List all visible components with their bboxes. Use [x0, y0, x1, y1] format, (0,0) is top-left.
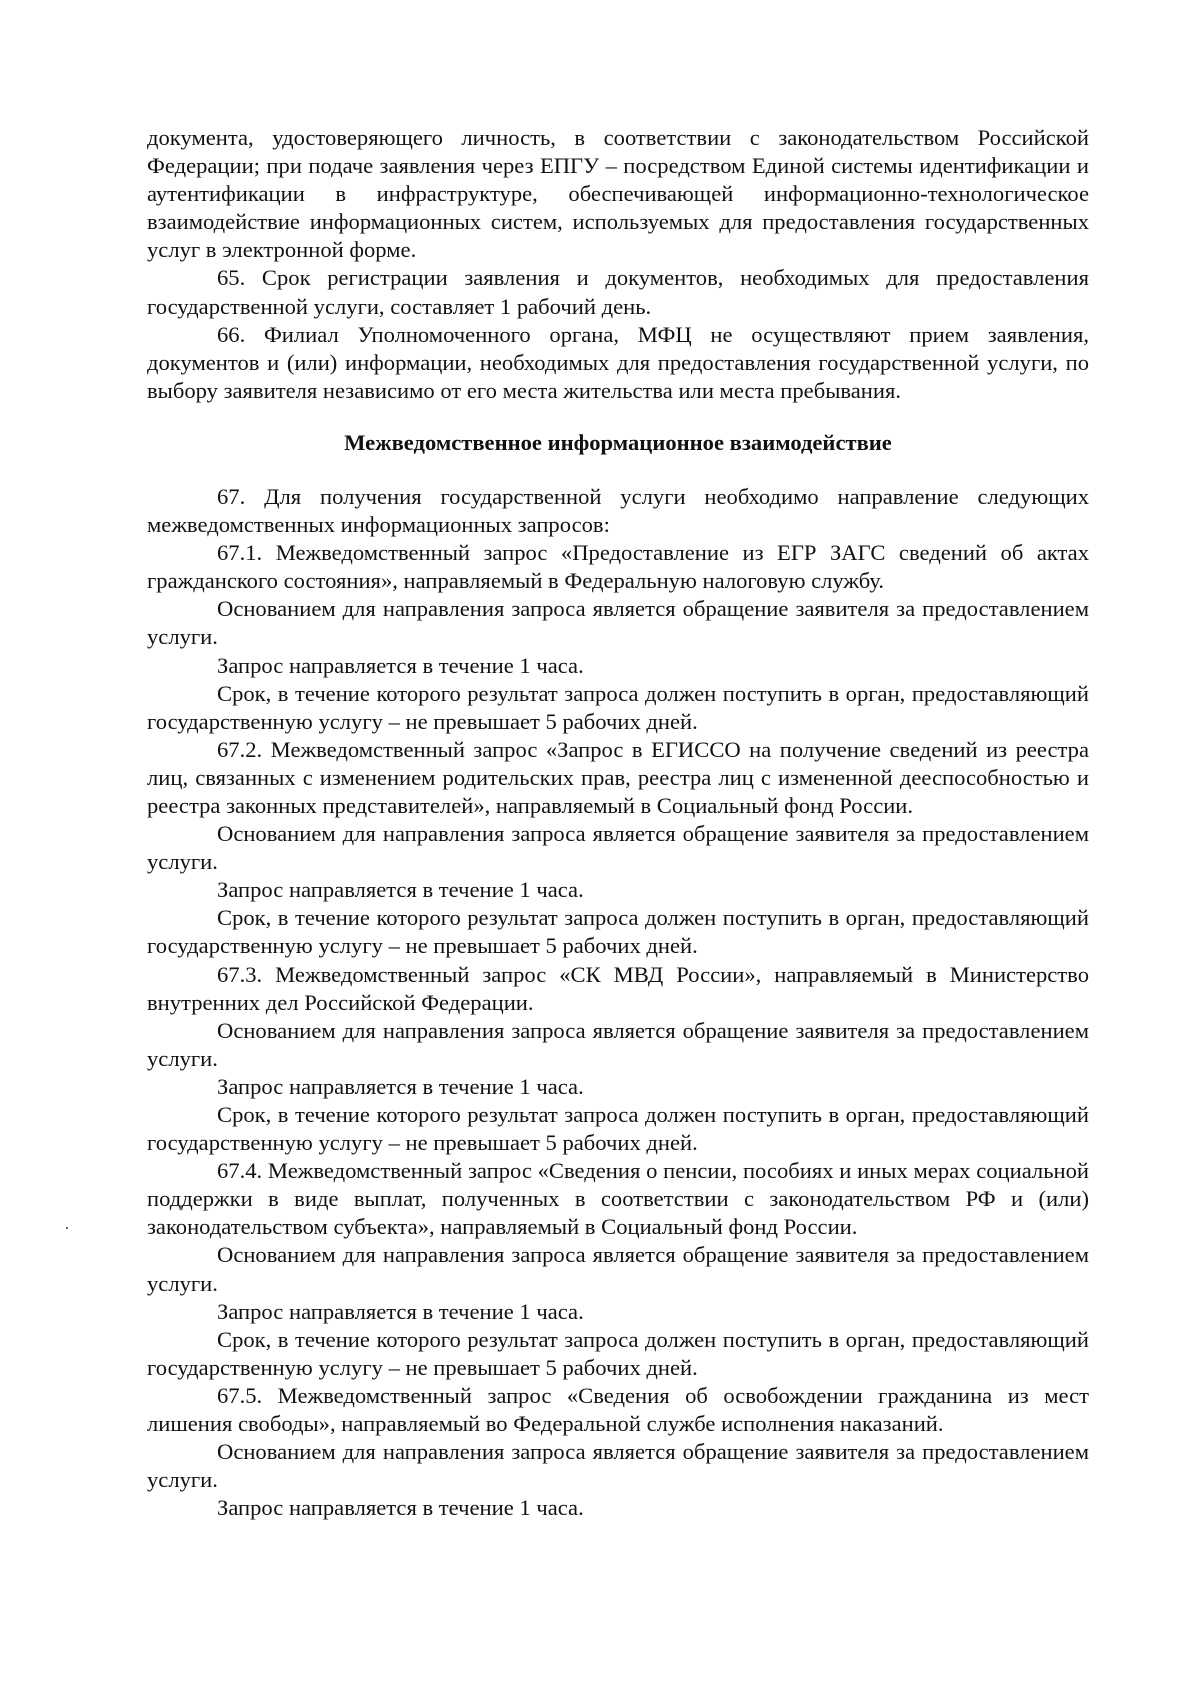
paragraph-67-3-timing: Запрос направляется в течение 1 часа.: [217, 1073, 584, 1099]
paragraph-67-5-timing: Запрос направляется в течение 1 часа.: [217, 1495, 584, 1521]
paragraph-continuation: документа, удостоверяющего личность, в соответствии с законодательством Российской Федерации; при подаче заявления через ЕПГУ – посредством Единой системы идентификации и аутентификации в инфраструктуре, обеспечивающей информационно-технологическое взаимодействие информационных систем, используемых для предоставления государственных услуг в электронной форме.: [147, 125, 1089, 263]
paragraph-67-5-basis: Основанием для направления запроса является обращение заявителя за предоставлением услуги.: [147, 1439, 1089, 1493]
paragraph-67-1-deadline: Срок, в течение которого результат запроса должен поступить в орган, предоставляющий государственную услугу – не превышает 5 рабочих дней.: [147, 680, 1089, 734]
paragraph-67: 67. Для получения государственной услуги необходимо направление следующих межведомственных информационных запросов:: [147, 483, 1089, 538]
paragraph-67-3-deadline: Срок, в течение которого результат запроса должен поступить в орган, предоставляющий государственную услугу – не превышает 5 рабочих дней.: [147, 1102, 1089, 1156]
paragraph-67-5: 67.5. Межведомственный запрос «Сведения об освобождении гражданина из мест лишения свободы», направляемый во Федеральной службе исполнения наказаний.: [147, 1382, 1089, 1437]
document-page: [147, 124, 1089, 1522]
paragraph-67-1: 67.1. Межведомственный запрос «Предоставление из ЕГР ЗАГС сведений об актах гражданского состояния», направляемый в Федеральную налоговую службу.: [147, 540, 1089, 594]
paragraph-66: 66. Филиал Уполномоченного органа, МФЦ не осуществляют прием заявления, документов и (или) информации, необходимых для предоставления государственной услуги, по выбору заявителя независимо от его места жительства или места пребывания.: [147, 321, 1089, 403]
paragraph-67-3-basis: Основанием для направления запроса является обращение заявителя за предоставлением услуги.: [147, 1017, 1089, 1071]
paragraph-67-4: 67.4. Межведомственный запрос «Сведения о пенсии, пособиях и иных мерах социальной поддержки в виде выплат, полученных в соответствии с законодательством РФ и (или) законодательством субъекта», направляемый в Социальный фонд России.: [147, 1158, 1089, 1240]
paragraph-67-2: 67.2. Межведомственный запрос «Запрос в ЕГИССО на получение сведений из реестра лиц, связанных с изменением родительских прав, реестра лиц с измененной дееспособностью и реестра законных представителей», направляемый в Социальный фонд России.: [147, 736, 1089, 818]
paragraph-67-1-timing: Запрос направляется в течение 1 часа.: [217, 652, 584, 678]
paragraph-67-4-basis: Основанием для направления запроса является обращение заявителя за предоставлением услуги.: [147, 1242, 1089, 1296]
paragraph-67-3: 67.3. Межведомственный запрос «СК МВД России», направляемый в Министерство внутренних дел Российской Федерации.: [147, 961, 1089, 1015]
paragraph-67-2-deadline: Срок, в течение которого результат запроса должен поступить в орган, предоставляющий государственную услугу – не превышает 5 рабочих дней.: [147, 905, 1089, 959]
paragraph-67-2-timing: Запрос направляется в течение 1 часа.: [217, 877, 584, 903]
section-heading: Межведомственное информационное взаимодействие: [344, 429, 892, 455]
paragraph-65: 65. Срок регистрации заявления и документов, необходимых для предоставления государственной услуги, составляет 1 рабочий день.: [147, 265, 1089, 319]
paragraph-67-1-basis: Основанием для направления запроса является обращение заявителя за предоставлением услуги.: [147, 596, 1089, 650]
paragraph-67-2-basis: Основанием для направления запроса является обращение заявителя за предоставлением услуги.: [147, 821, 1089, 875]
paragraph-67-4-timing: Запрос направляется в течение 1 часа.: [217, 1298, 584, 1324]
scan-speck: [66, 1227, 68, 1229]
paragraph-67-4-deadline: Срок, в течение которого результат запроса должен поступить в орган, предоставляющий государственную услугу – не превышает 5 рабочих дней.: [147, 1326, 1089, 1380]
